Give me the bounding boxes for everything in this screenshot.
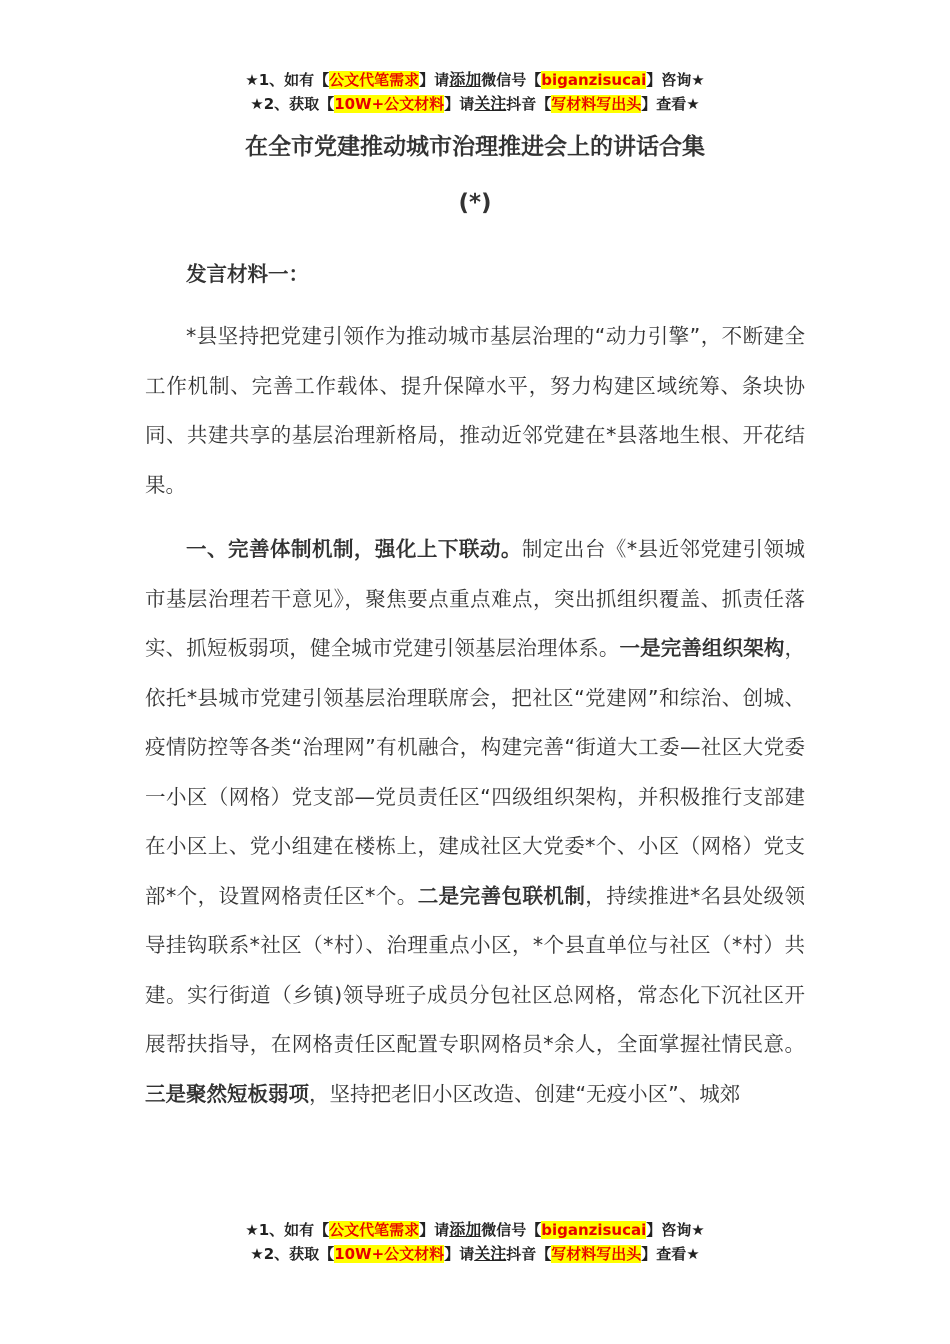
promo-emphasis: 添加 [449, 1220, 482, 1239]
promo-text: ★1、如有【 [245, 1221, 330, 1239]
promo-highlight: 公文代笔需求 [329, 71, 420, 89]
promo-highlight: 写材料写出头 [551, 95, 642, 113]
promo-highlight: biganzisucai [541, 71, 647, 89]
promo-text: ★2、获取【 [250, 95, 335, 113]
promo-line-1 [0, 1218, 950, 1242]
promo-text: ★1、如有【 [245, 71, 330, 89]
promo-highlight: 写材料写出头 [551, 1245, 642, 1263]
document-subtitle: (*) [458, 190, 492, 216]
promo-text: 微信号【 [481, 71, 542, 89]
point-heading: 一是完善组织架构 [619, 636, 785, 660]
promo-line-2 [0, 1242, 950, 1266]
section-heading [145, 250, 805, 300]
paragraph-intro [145, 312, 805, 510]
promo-highlight: 公文代笔需求 [329, 1221, 420, 1239]
promo-text: 】请 [419, 71, 450, 89]
promo-banner-bottom [0, 1218, 950, 1266]
promo-text: 抖音【 [506, 1245, 552, 1263]
paragraph-lead: 一、完善体制机制，强化上下联动。 [186, 537, 522, 561]
paragraph-text: *县坚持把党建引领作为推动城市基层治理的“动力引擎”，不断建全工作机制、完善工作载体、提升保障水平，努力构建区域统筹、条块协同、共建共享的基层治理新格局，推动近邻党建在*县落地生根、开花结果。 [145, 324, 805, 497]
promo-text: 】查看★ [641, 95, 700, 113]
promo-text: 】查看★ [641, 1245, 700, 1263]
promo-text: 】咨询★ [646, 1221, 705, 1239]
paragraph-body: ，持续推进*名县处级领导挂钩联系*社区（*村）、治理重点小区，*个县直单位与社区（*村）共建。实行街道（乡镇)领导班子成员分包社区总网格，常态化下沉社区开展帮扶指导，在网格责任区配置专职网格员*余人，全面掌握社情民意。 [145, 883, 805, 1056]
section-heading-text: 发言材料一： [186, 262, 309, 286]
promo-text: 】请 [444, 95, 475, 113]
promo-text: ★2、获取【 [250, 1245, 335, 1263]
promo-line-1 [0, 68, 950, 92]
promo-text: 】咨询★ [646, 71, 705, 89]
paragraph-mechanism [145, 525, 805, 1119]
promo-banner-top [0, 68, 950, 116]
promo-emphasis: 关注 [474, 94, 507, 113]
promo-highlight: 10W+公文材料 [334, 1245, 445, 1263]
promo-text: 微信号【 [481, 1221, 542, 1239]
promo-text: 】请 [419, 1221, 450, 1239]
promo-line-2 [0, 92, 950, 116]
paragraph-body: ，依托*县城市党建引领基层治理联席会，把社区“党建网”和综治、创城、疫情防控等各类“治理网”有机融合，构建完善“街道大工委—社区大党委一小区（网格）党支部—党员责任区“四级组织架构，并积极推行支部建在小区上、党小组建在楼栋上，建成社区大党委*个、小区（网格）党支部*个，设置网格责任区*个。 [145, 636, 806, 908]
paragraph-body: ，坚持把老旧小区改造、创建“无疫小区”、城郊 [309, 1081, 741, 1106]
paragraph-text [145, 525, 805, 1119]
promo-highlight: biganzisucai [541, 1221, 647, 1239]
promo-text: 抖音【 [506, 95, 552, 113]
promo-highlight: 10W+公文材料 [334, 95, 445, 113]
promo-emphasis: 关注 [474, 1244, 507, 1263]
point-heading: 三是聚然短板弱项 [145, 1081, 309, 1106]
document-title: 在全市党建推动城市治理推进会上的讲话合集 [245, 134, 705, 160]
promo-text: 】请 [444, 1245, 475, 1263]
paragraph-body: 制定出台《*县近邻党建引领城市基层治理若干意见》，聚焦要点重点难点，突出抓组织覆盖、抓责任落实、抓短板弱项，健全城市党建引领基层治理体系。 [145, 537, 806, 660]
point-heading: 二是完善包联机制 [417, 883, 586, 908]
promo-emphasis: 添加 [449, 70, 482, 89]
